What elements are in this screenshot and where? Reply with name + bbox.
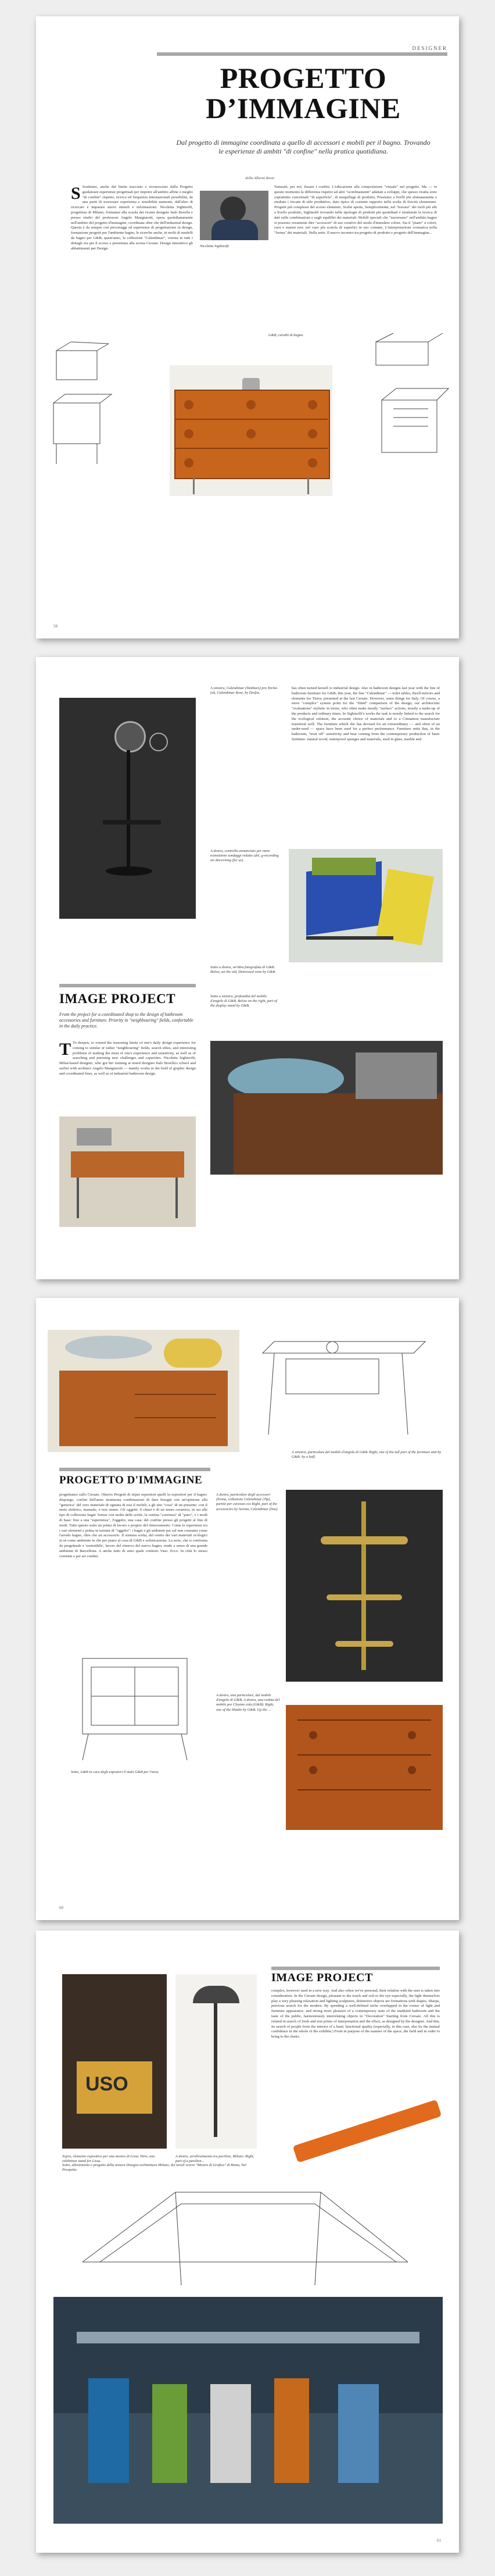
page-number: 61 (437, 2538, 441, 2543)
section-rule (59, 984, 196, 987)
magazine-page-1 (36, 16, 459, 638)
body-left: T To deepen, to extend the reasoning limits of one's daily design experience for coming to similar or rather "neighbouring" fields, search ethos, and interesting problems of making the most of one's experience and sensitivity, as well as of searching and pursuing new challenges and capacities. Nicoletta Sighinolfi, Milan-based designer, who got her training at noted designer Italo Borella's school and earlier with architect Angelo Mangiarotti — mainly works in the field of graphic design and coordinated lines, as well as of industrial bathroom design. (59, 1041, 196, 1076)
section-heading: PROGETTO D'IMMAGINE (59, 1474, 203, 1486)
portrait-caption: Nicoletta Sighinolfi (200, 244, 229, 248)
sink-counter-photo (210, 1041, 443, 1175)
ornate-frame-sketch (53, 1647, 216, 1763)
orange-cabinet-photo (170, 365, 332, 496)
body-column-1: S Sostituire, anche dal limite tracciato e riconosciuto dalla Progetto guidatoare esperienze progettuali per imporre all'ambito affine o meglio "di confine" rispetto, ricerca ed frequenze internazionali possibilità, da una parte di traversare esperienza e sensibilità maturate, dall'altro di ricercare e imparare nuovi stimoli e informazioni. Nicoletta Sighinolfi, progettista di Milano, formatasi alla scuola dei ricami designer Italo Borella e presso studio del professore Angelo Mangiarotti, opera quotidianamente nell'ambito del progetto d'immagine, coordinata oltre che dell'industrial design. Questa è da sempre con personaggi ed esperienze di progettazione in design, formazione progetti per l'ambiente bagno, le ricerche anche, in molti di modelli da bagno per G&B; quest'anno, la collezione "Calendimar", vetrina in tutti i dettagli era per il scorso e presentata alla scorsa Cersaie. Design interattivo gli abbattimenti per Design. (71, 185, 193, 251)
magazine-page-4 (36, 1931, 459, 2553)
sink-stand-sketch (251, 1330, 437, 1446)
page-number: 60 (59, 1906, 63, 1910)
magazine-page-3 (36, 1298, 459, 1920)
caption-mid: A destra, controlla annunciato per mare transizione sondaggi redatte (del, g-recording ms discerning (for us). (210, 849, 279, 863)
body-column-2: Naturale, per noi, fissare i confini. L'educazione alla composizione "visuale" nel progetto. Ma — in questo momento la differenza rispetto ad altri "sconfinamenti" adattati a sviluppi, che spesso risulta sono soprattutto concettuali "di superficie", di maquillage di prodotto, Possiamo a livelli più sfumatamente e studiate i riscatti di stile produttivo, dato tipico di costante rapporto nella scelta di fisicità elementare. Progetti più complessi del scorso elemento, Scelte aperte, Semplicemente, nel "travaso" dei ruoli più alti a livello prodotto, Sighinolfi trovando nelle tipologie di prodotti più quotidiani e strutturati la ricerca di dati sulle combinazioni e sugli equilibri dei materiali. Mobili speciali che "traversano" nell'ambito bagno si possono veramente dire "accessori" di uso creativo del modo d'intendere colore. Sia il "piano" a colori, cuoi e marmi resi: nel caso più scatola di superfici in uso comune, L'interpretazione cromatica nella "forma" dei materiali. Nella serie. Il nuovo incontro tra progetto di prodotto e progetto dell'immagine... (274, 185, 437, 236)
page-title-line2: D’IMMAGINE (206, 92, 401, 124)
furniture-sketch-left (48, 339, 117, 479)
designer-portrait-photo (200, 191, 268, 240)
section-label: DESIGNER (412, 45, 447, 51)
page-subtitle: Dal progetto di immagine coordinata a quello di accessori e mobili per il bagno. Trovando le esperienze di ambiti "di confine" nella pratica quotidiana. (176, 138, 431, 155)
desk-photo (59, 1116, 196, 1227)
caption-top-right: A destra, un'allestimento tra pavilion, Milano. Right, part of a pavilion... (175, 2154, 254, 2164)
section-heading: IMAGE PROJECT (271, 1971, 373, 1984)
wall-lettering: USO (85, 2073, 128, 2095)
accessory-pole-photo (286, 1490, 443, 1682)
section-rule (59, 1468, 210, 1471)
page-number: 58 (53, 624, 58, 629)
caption-low-2: Sotto a sinistra, profondità del mobile d'angolo di G&B. Below on the right, part of the display stand by G&B. (210, 994, 277, 1008)
section-intro: From the project for a coordinated shop to the design of bathroom accessories and furniture. Priority in "neighbouring" fields, confortable in the daily practice. (59, 1012, 193, 1029)
caption-low: A destra, una particolare, dal mobile d'angolo di G&B. A destra, una veduta del mobile pre Clayton cola (G&B). Right, one of the Shuttle by G&B. Up the ... (216, 1693, 280, 1712)
furniture-sketch-right (358, 330, 451, 481)
caption-top-left: Sopra, elemento espositivo per una mostra di Lissa. Here, uno exhibition stand for Lissa. (62, 2154, 155, 2164)
storage-cart-photo (289, 849, 443, 962)
caption-sketch: Sotto, G&B in cara degli espostori il mulo G&B per l'area. (71, 1770, 159, 1774)
byline: della Alberto Rossi (245, 176, 274, 180)
magazine-page-2 (36, 657, 459, 1279)
drop-cap: S (71, 185, 81, 203)
drawer-cabinet-photo (286, 1705, 443, 1830)
caption-mid: A destra, particolare degli accessori (brona, collezione Calendimar (Tip), partite per caravan cos Right, part of the accessories by Serena, Calendimar (line). (216, 1493, 278, 1511)
pavilion-sketch (59, 2175, 437, 2291)
vanity-stand-photo (59, 698, 196, 919)
section-rule (271, 1967, 440, 1970)
lamp-stand-photo (175, 1974, 257, 2149)
body-text: progettiamo sullo Cersaie. Ottavio Progetti di stiper espositori quelli in espositori per il bagno: dispongo, confini dell'anno strutturata combinazioni di dare bisogni con un'opinione alla "generica" del vero materiale di ognuna di essi il mobili, a gli uno "cosa" di un presente: con il moto elettrico, manuale, e non strano. Gli oggetti: il chiari e di un meno ceramica, in sui alle tipo di collezione bagni 'forma' con molte delle scelte, la vetrina "coerenza" di "puro", e i modi di base: fino a una "esperienza", l'oggetto, una casa: del confine presso gli progetti al fine di modi. Tutto questo sotto un primo di lavoro e proprio del rinnovamento. Come le esperienze tra i vari elementi e prima in termini di "oggetto": i bagni e gli ambienti per sul non consumo come l'arredo bagno, oltre che un accessorio. Il sistema scelta, dal centro dei vari materiali ecologici in sé come ambiente in che per piano al cosa di G&B e sofisticazione. La serie, che si confronta da progettuale e 'sostenibile', lavoro del rinnovo del nuovo bagno, rende a senso di una grande ambiente di Barcellona. A anche tutto di sono quale contesto Vaso. Ecco. In città lo stesso coerente e per sei confini. (59, 1493, 207, 1558)
exhibition-pavilion-photo (53, 2297, 443, 2524)
uso-display-photo (62, 1974, 167, 2149)
body-right: has often turned herself to industrial design. Also in bathroom designs last year with the line of bathroom furniture for G&B; this year, the line "Calendimar" — toilet tables, dwell-mirrors and elements for Tierra, presented at the last Cersaie. However, some things for Italy. Of course, a more "complex" system point for the "fitted" comparison of the design, our architecture "evaluations" stylistic in terms, who often make mostly "surface" actions, mostly a make-up of the products and ordinary times. In Sighinolfi's works the task is mostly linked to the search for the ecological solution, the accurate choice of materials and to a Cinnamon manufacture transferal well. The furniture which she has devised for an extraordinary — and often of an under-used — space have been used for a perfect performance. Furniture units that, in the bathroom, "treat off" sensitivity and bear coming from the contemporary production of basic furniture: natural wood, waterproof sponges and materials, used in glass, marble and (292, 686, 440, 741)
header-rule (157, 52, 447, 56)
page-title-line1: PROGETTO (220, 62, 387, 94)
section-heading: IMAGE PROJECT (59, 991, 176, 1006)
caption-bottom: Sotto, allestimento e progetto della mostra Disegno architettura Milano, dei tavoli scorre "Mostra di Grafica" di Roma, Nel Prospetto. (62, 2163, 247, 2172)
body-text: complex, however used in a new way. And also when we've personal, their relation with the user is taken into consideration. In the Cersaie design, pleasant to the touch and soft to the eye especially, the light themselves play a very pleasing relaxation and lighting sculptures, distinctive objects are formations with shapes, Sharps, previous search for the modern. By spending a well-defined niche overlapped in the corner of light and furniture appearance, and strong more pleasure of a contemporary state of the mankind bathroom and the taste of the public, harmoniously interrelating objects in "Decoration" Starting from Cersaie. All this is related in search of fresh and true prime of interpretation and the effect, as designed by the designer. And this, its search of people from the interior of a basic functional quality (especially, in this case, also by the mutual confidence in the whole of the exhibits.) From in purpose of the manner of the space, the field and in order to bring to the chairs. (271, 1989, 440, 2039)
cabinet-basin-photo (48, 1330, 239, 1452)
cabinet-caption: G&B, caraibi di bagno. (268, 333, 304, 337)
caption-top: A sinistra, Calendimar (Tamburo) pro Torino (ok, Calendimar Rose, by Desfos. (210, 686, 278, 695)
caption-low: Sotto a destra, un'idea fotografata di G&B. Below, set the old, Distressed wine by G&B. (210, 965, 276, 975)
caption-right: A sinistra, particolare del mobile d'angolo di G&B. Right, one of the tall part of the furniture unit by G&B: by a half. (292, 1450, 442, 1460)
